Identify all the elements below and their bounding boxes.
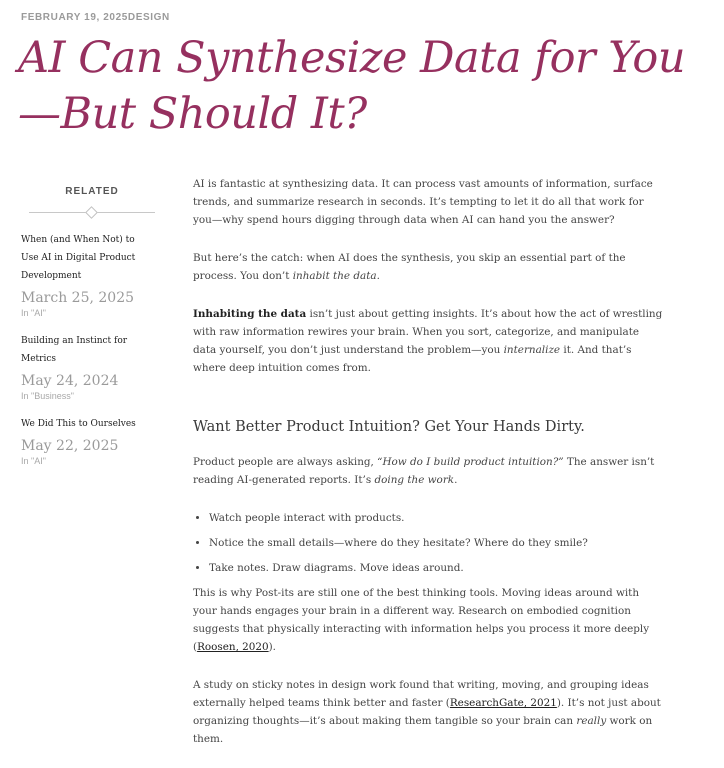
citation-link[interactable]: Roosen, 2020 xyxy=(197,641,269,653)
bold-text: Inhabiting the data xyxy=(193,308,307,320)
paragraph xyxy=(193,584,663,656)
related-item-category: In "Business" xyxy=(21,391,74,401)
related-item-category: In "AI" xyxy=(21,456,46,466)
citation-link[interactable]: ResearchGate, 2021 xyxy=(449,697,557,709)
related-heading: RELATED xyxy=(65,186,119,197)
related-item-category: In "AI" xyxy=(21,308,46,318)
related-divider xyxy=(29,207,155,219)
text: ). It’s not just about organizing thoughts—it’s about making them tangible so your brain can xyxy=(193,697,661,727)
section-heading: Want Better Product Intuition? Get Your Hands Dirty. xyxy=(193,419,585,435)
page-title xyxy=(18,30,698,142)
related-item xyxy=(21,231,155,318)
related-item xyxy=(21,415,155,466)
paragraph xyxy=(193,305,663,377)
article-body xyxy=(193,175,663,768)
related-item xyxy=(21,332,155,401)
text: A study on sticky notes in design work found that writing, moving, and grouping ideas externally helped teams think better and faster ( xyxy=(193,679,649,709)
text: . xyxy=(454,474,458,486)
text: it. And that’s where deep intuition comes from. xyxy=(193,344,632,374)
emphasis: doing the work xyxy=(374,474,455,486)
paragraph xyxy=(193,676,663,748)
related-sidebar xyxy=(21,186,155,480)
paragraph xyxy=(193,249,663,285)
related-item-date: May 24, 2024 xyxy=(21,373,119,389)
paragraph: AI is fantastic at synthesizing data. It can process vast amounts of information, surface trends, and summarize research in seconds. It’s tempting to let it do all that work for you—why spend hours digging through data when AI can hand you the answer? xyxy=(193,178,653,226)
bullet-list xyxy=(193,509,663,577)
text: isn’t just about getting insights. It’s about how the act of wrestling with raw information rewires your brain. When you sort, categorize, and manipulate data yourself, you don’t just understand the problem—you xyxy=(193,308,663,356)
text: Product people are always asking, xyxy=(193,456,378,468)
title-line-1: AI Can Synthesize Data for You xyxy=(18,33,686,83)
text: But here’s the catch: when AI does the synthesis, you skip an essential part of the process. You don’t xyxy=(193,252,626,282)
diamond-icon xyxy=(85,206,98,219)
related-item-link[interactable]: Building an Instinct for Metrics xyxy=(21,336,128,364)
text: The answer isn’t reading AI-generated reports. It’s xyxy=(193,456,655,486)
emphasis: internalize xyxy=(503,344,561,356)
emphasis: “How do I build product intuition?” xyxy=(377,456,564,468)
related-item-date: May 22, 2025 xyxy=(21,438,119,454)
text: work on them. xyxy=(193,715,653,745)
related-item-date: March 25, 2025 xyxy=(21,290,135,306)
related-item-link[interactable]: We Did This to Ourselves xyxy=(21,419,136,429)
related-item-link[interactable]: When (and When Not) to Use AI in Digital Product Development xyxy=(21,235,136,281)
post-meta xyxy=(21,12,170,23)
text: This is why Post-its are still one of the best thinking tools. Moving ideas around with your hands engages your brain in a different way. Research on embodied cognition suggests that physically interacting with information helps you process it more deeply ( xyxy=(193,587,650,653)
post-category[interactable]: DESIGN xyxy=(127,12,170,23)
title-line-2: —But Should It? xyxy=(18,89,367,139)
paragraph xyxy=(193,453,663,489)
emphasis: inhabit the data xyxy=(292,270,377,282)
post-date: FEBRUARY 19, 2025 xyxy=(21,12,128,23)
text: . xyxy=(376,270,380,282)
list-item: • Take notes. Draw diagrams. Move ideas around. xyxy=(209,559,663,577)
emphasis: really xyxy=(576,715,607,727)
list-item: • Watch people interact with products. xyxy=(209,509,663,527)
text: ). xyxy=(268,641,276,653)
list-item: • Notice the small details—where do they hesitate? Where do they smile? xyxy=(209,534,663,552)
